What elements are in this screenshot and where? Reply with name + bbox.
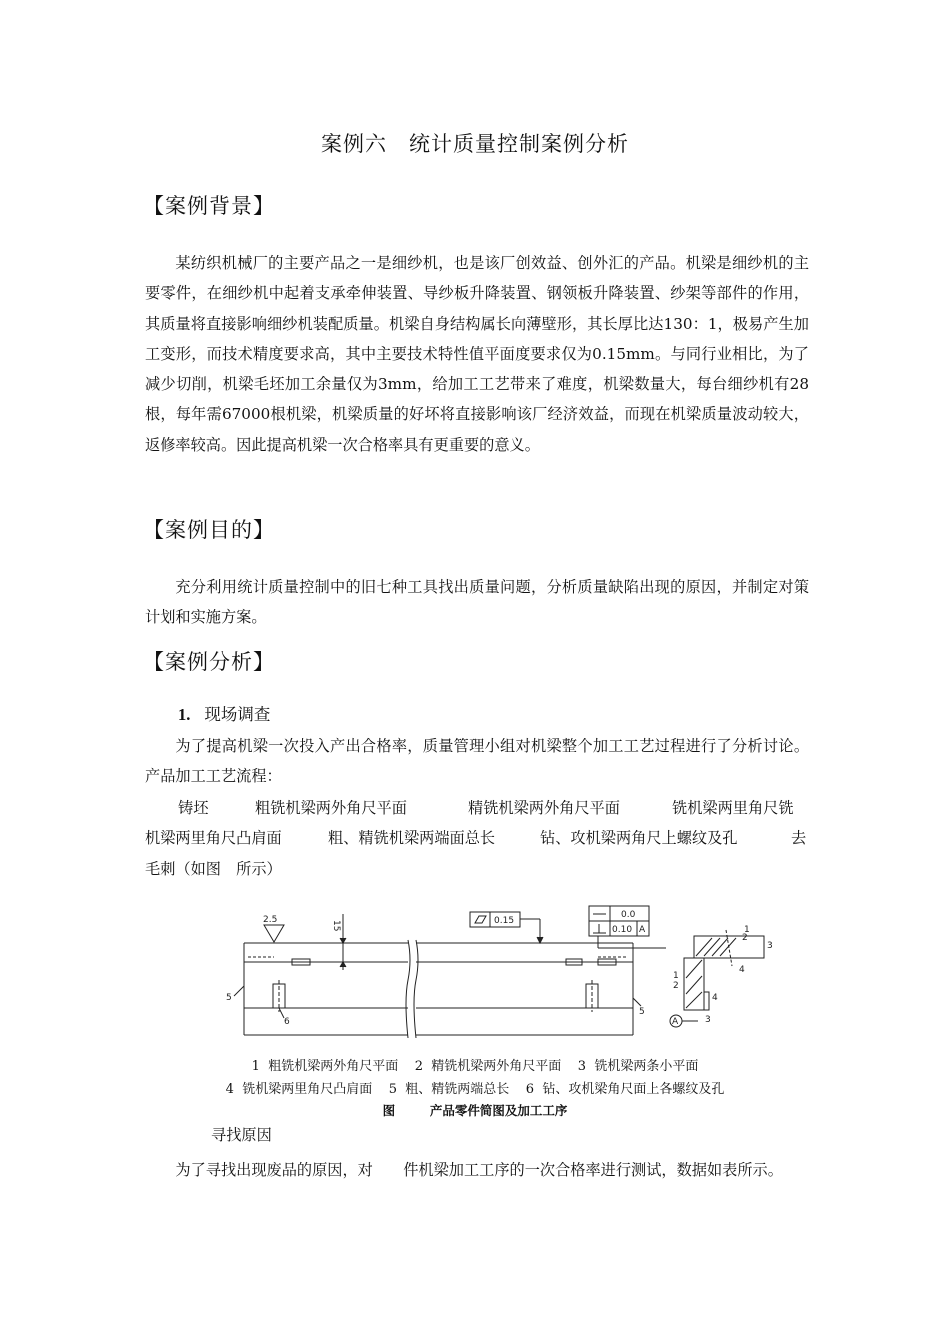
flow-step: 去 <box>791 829 807 848</box>
figure-caption-title: 图 产品零件简图及加工工序 <box>382 1103 568 1118</box>
flow-row-3 <box>145 854 809 884</box>
tolerance-top-value: 0.0 <box>621 910 636 920</box>
beam-cross-section <box>666 925 773 1027</box>
part-drawing <box>226 900 796 1040</box>
roughness-value: 2.5 <box>263 915 278 925</box>
flow-step: 精铣机梁两外角尺平面 <box>468 799 620 817</box>
label-3: 3 <box>767 941 773 951</box>
flow-row-1 <box>145 793 809 823</box>
label-1b: 1 <box>673 971 679 981</box>
flow-step: 粗铣机梁两外角尺平面 <box>255 799 407 817</box>
tolerance-bottom-value: 0.10 <box>612 925 633 935</box>
label-5-left: 5 <box>226 993 232 1003</box>
flatness-tolerance-frame <box>470 912 543 943</box>
heading-background: 【案例背景】 <box>143 194 275 218</box>
flow-step: 铣机梁两里角尺铣 <box>672 799 794 817</box>
background-paragraph: 某纺织机械厂的主要产品之一是细纱机，也是该厂创效益、创外汇的产品。机梁是细纱机的主要零件，在细纱机中起着支承牵伸装置、导纱板升降装置、钢领板升降装置、纱架等部件的作用，其质量将直接影响细纱机装配质量。机梁自身结构属长向薄壁形，其长厚比达130：1，极易产生加工变形，而技术精度要求高，其中主要技术特性值平面度要求仅为0.15mm。与同行业相比，为了减少切削，机梁毛坯加工余量仅为3mm，给加工工艺带来了难度，机梁数量大，每台细纱机有28根，每年需67000根机梁，机梁质量的好坏将直接影响该厂经济效益，而现在机梁质量波动较大，返修率较高。因此提高机梁一次合格率具有更重要的意义。 <box>145 254 809 454</box>
label-5-right: 5 <box>639 1007 645 1017</box>
tolerance-datum: A <box>639 925 646 935</box>
label-2: 2 <box>742 933 748 943</box>
flow-step: 毛刺（如图 所示） <box>145 859 282 878</box>
tolerance-frame <box>589 906 666 948</box>
label-6: 6 <box>284 1017 290 1027</box>
find-cause-title: 寻找原因 <box>211 1126 272 1144</box>
heading-purpose: 【案例目的】 <box>143 518 275 542</box>
purpose-paragraph: 充分利用统计质量控制中的旧七种工具找出质量问题，分析质量缺陷出现的原因，并制定对策计划和实施方案。 <box>145 578 809 627</box>
label-4b: 4 <box>712 993 718 1003</box>
label-4: 4 <box>739 965 745 975</box>
beam-front-view <box>244 914 633 1038</box>
flow-step: 铸坯 <box>178 799 209 817</box>
analysis-intro: 为了提高机梁一次投入产出合格率，质量管理小组对机梁整个加工工艺过程进行了分析讨论。产品加工工艺流程： <box>145 737 809 786</box>
flow-step: 机梁两里角尺凸肩面 <box>145 829 282 848</box>
subheading-title: 现场调查 <box>204 705 271 724</box>
label-2b: 2 <box>673 981 679 991</box>
datum-circle-a: A <box>672 1017 679 1027</box>
flow-step: 钻、攻机梁两角尺上螺纹及孔 <box>540 829 738 848</box>
flow-row-2 <box>145 823 809 853</box>
dimension-15: 15 <box>331 920 341 932</box>
heading-analysis: 【案例分析】 <box>143 650 275 674</box>
page-title: 案例六 统计质量控制案例分析 <box>321 132 629 156</box>
figure-caption-line-1: 1 粗铣机梁两外角尺平面 2 精铣机梁两外角尺平面 3 铣机梁两条小平面 <box>251 1059 699 1074</box>
label-1: 1 <box>744 925 750 935</box>
subheading-number: 1. <box>178 705 191 724</box>
process-flow <box>145 793 809 884</box>
roughness-symbol <box>263 915 284 942</box>
subheading-site-survey <box>178 701 270 725</box>
cause-paragraph: 为了寻找出现废品的原因，对 件机梁加工工序的一次合格率进行测试，数据如表所示。 <box>175 1161 783 1179</box>
label-3b: 3 <box>705 1015 711 1025</box>
figure-caption-line-2: 4 铣机梁两里角尺凸肩面 5 粗、精铣两端总长 6 钻、攻机梁角尺面上各螺纹及孔 <box>225 1082 725 1097</box>
flatness-value: 0.15 <box>494 916 515 926</box>
flow-step: 粗、精铣机梁两端面总长 <box>328 829 496 848</box>
